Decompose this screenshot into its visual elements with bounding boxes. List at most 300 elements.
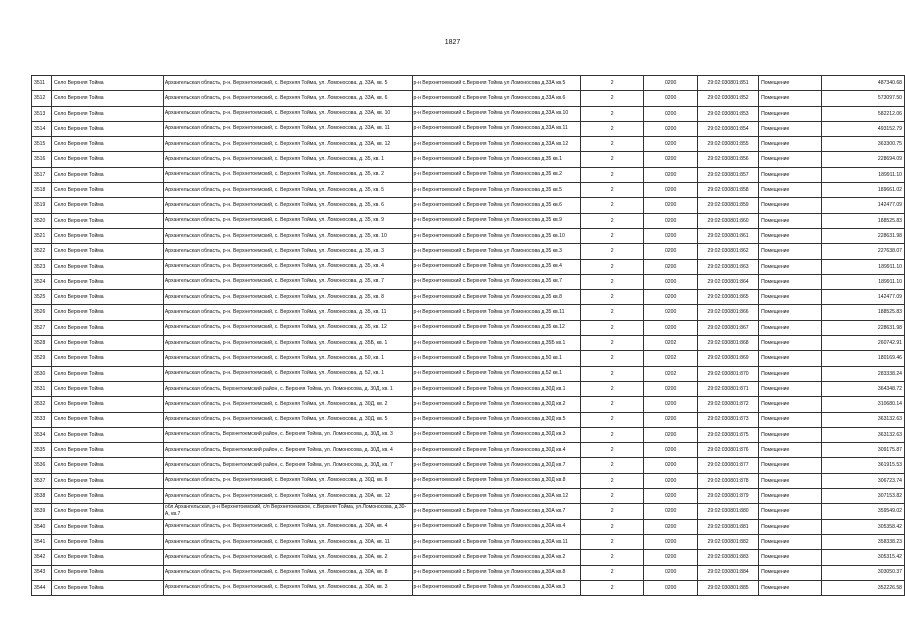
row-number-cell: 3521 — [32, 228, 52, 243]
category-code-cell: 0200 — [644, 106, 698, 121]
row-number-cell: 3534 — [32, 427, 52, 442]
cadastral-value-cell: 582212.06 — [822, 106, 905, 121]
object-type-cell: Помещение — [759, 259, 822, 274]
category-code-cell: 0200 — [644, 183, 698, 198]
settlement-name-cell: Село Верхняя Тойма — [51, 443, 163, 458]
table-row — [32, 167, 905, 182]
cadastral-number-cell: 29:02:030801:852 — [698, 91, 759, 106]
group-code-cell: 2 — [581, 397, 644, 412]
full-address-cell: Архангельская область, Верхнетоемский район, с. Верхняя Тойма, ул. Ломоносова, д. 30Д, кв. 4 — [163, 443, 412, 458]
category-code-cell: 0200 — [644, 198, 698, 213]
group-code-cell: 2 — [581, 274, 644, 289]
short-address-cell: р-н Верхнетоемский с.Верхняя Тойма ул Ломоносова д.35 кв.8 — [412, 290, 581, 305]
row-number-cell: 3519 — [32, 198, 52, 213]
page-number: 1827 — [444, 39, 461, 46]
object-type-cell: Помещение — [759, 397, 822, 412]
full-address-cell: Архангельская область, р-н. Верхнетоемский, с. Верхняя Тойма, ул. Ломоносова, д. 35, кв. 9 — [163, 213, 412, 228]
cadastral-value-cell: 305358.42 — [822, 519, 905, 534]
cadastral-number-cell: 29:02:030801:880 — [698, 504, 759, 519]
table-row — [32, 198, 905, 213]
table-row — [32, 473, 905, 488]
cadastral-number-cell: 29:02:030801:885 — [698, 580, 759, 595]
object-type-cell: Помещение — [759, 336, 822, 351]
table-row — [32, 91, 905, 106]
group-code-cell: 2 — [581, 320, 644, 335]
full-address-cell: Архангельская область, р-н. Верхнетоемский, с. Верхняя Тойма, ул. Ломоносова, д. 35, кв. 11 — [163, 305, 412, 320]
object-type-cell: Помещение — [759, 427, 822, 442]
settlement-name-cell: Село Верхняя Тойма — [51, 397, 163, 412]
table-row — [32, 412, 905, 427]
settlement-name-cell: Село Верхняя Тойма — [51, 198, 163, 213]
short-address-cell: р-н Верхнетоемский с.Верхняя Тойма ул Ломоносова д.35 кв.10 — [412, 228, 581, 243]
object-type-cell: Помещение — [759, 412, 822, 427]
row-number-cell: 3533 — [32, 412, 52, 427]
settlement-name-cell: Село Верхняя Тойма — [51, 167, 163, 182]
settlement-name-cell: Село Верхняя Тойма — [51, 213, 163, 228]
row-number-cell: 3522 — [32, 244, 52, 259]
cadastral-number-cell: 29:02:030801:872 — [698, 397, 759, 412]
group-code-cell: 2 — [581, 259, 644, 274]
short-address-cell: р-н Верхнетоемский с.Верхняя Тойма ул Ломоносова д.35Б кв.1 — [412, 336, 581, 351]
group-code-cell: 2 — [581, 137, 644, 152]
row-number-cell: 3528 — [32, 336, 52, 351]
group-code-cell: 2 — [581, 91, 644, 106]
category-code-cell: 0200 — [644, 519, 698, 534]
object-type-cell: Помещение — [759, 274, 822, 289]
category-code-cell: 0200 — [644, 137, 698, 152]
short-address-cell: р-н Верхнетоемский с.Верхняя Тойма ул Ломоносова д.30Д кв.3 — [412, 427, 581, 442]
table-row — [32, 580, 905, 595]
object-type-cell: Помещение — [759, 213, 822, 228]
row-number-cell: 3541 — [32, 534, 52, 549]
category-code-cell: 0200 — [644, 274, 698, 289]
settlement-name-cell: Село Верхняя Тойма — [51, 290, 163, 305]
settlement-name-cell: Село Верхняя Тойма — [51, 244, 163, 259]
object-type-cell: Помещение — [759, 106, 822, 121]
group-code-cell: 2 — [581, 351, 644, 366]
short-address-cell: р-н Верхнетоемский с.Верхняя Тойма ул Ломоносова д.35 кв.1 — [412, 152, 581, 167]
cadastral-value-cell: 309175.87 — [822, 443, 905, 458]
cadastral-number-cell: 29:02:030801:866 — [698, 305, 759, 320]
category-code-cell: 0200 — [644, 473, 698, 488]
row-number-cell: 3517 — [32, 167, 52, 182]
short-address-cell: р-н Верхнетоемский с.Верхняя Тойма ул Ломоносова д.35 кв.2 — [412, 167, 581, 182]
cadastral-number-cell: 29:02:030801:861 — [698, 228, 759, 243]
cadastral-number-cell: 29:02:030801:884 — [698, 565, 759, 580]
row-number-cell: 3523 — [32, 259, 52, 274]
cadastral-value-cell: 188525.83 — [822, 213, 905, 228]
settlement-name-cell: Село Верхняя Тойма — [51, 565, 163, 580]
group-code-cell: 2 — [581, 244, 644, 259]
row-number-cell: 3511 — [32, 76, 52, 91]
category-code-cell: 0200 — [644, 305, 698, 320]
category-code-cell: 0200 — [644, 152, 698, 167]
category-code-cell: 0200 — [644, 290, 698, 305]
short-address-cell: р-н Верхнетоемский с.Верхняя Тойма ул Ломоносова д.35 кв.9 — [412, 213, 581, 228]
object-type-cell: Помещение — [759, 504, 822, 519]
settlement-name-cell: Село Верхняя Тойма — [51, 320, 163, 335]
full-address-cell: Архангельская область, Верхнетоемский район, с. Верхняя Тойма, ул. Ломоносова, д. 30Д, кв. 3 — [163, 427, 412, 442]
full-address-cell: Архангельская область, р-н. Верхнетоемский, с. Верхняя Тойма, ул. Ломоносова, д. 35, кв. 1 — [163, 152, 412, 167]
settlement-name-cell: Село Верхняя Тойма — [51, 336, 163, 351]
cadastral-number-cell: 29:02:030801:879 — [698, 489, 759, 504]
short-address-cell: р-н Верхнетоемский с.Верхняя Тойма ул Ломоносова д.30А кв.2 — [412, 550, 581, 565]
cadastral-number-cell: 29:02:030801:883 — [698, 550, 759, 565]
cadastral-number-cell: 29:02:030801:860 — [698, 213, 759, 228]
full-address-cell: Архангельская область, р-н. Верхнетоемский, с. Верхняя Тойма, ул. Ломоносова, д. 35, кв. 2 — [163, 167, 412, 182]
category-code-cell: 0200 — [644, 565, 698, 580]
category-code-cell: 0202 — [644, 366, 698, 381]
category-code-cell: 0200 — [644, 458, 698, 473]
cadastral-value-cell: 363132.63 — [822, 412, 905, 427]
category-code-cell: 0200 — [644, 550, 698, 565]
cadastral-value-cell: 310680.14 — [822, 397, 905, 412]
object-type-cell: Помещение — [759, 519, 822, 534]
full-address-cell: Архангельская область, р-н. Верхнетоемский, с. Верхняя Тойма, ул. Ломоносова, д. 35, кв. 10 — [163, 228, 412, 243]
table-row — [32, 320, 905, 335]
cadastral-number-cell: 29:02:030801:863 — [698, 259, 759, 274]
category-code-cell: 0200 — [644, 167, 698, 182]
category-code-cell: 0200 — [644, 381, 698, 396]
row-number-cell: 3530 — [32, 366, 52, 381]
cadastral-value-cell: 493152.79 — [822, 121, 905, 136]
cadastral-value-cell: 189911.10 — [822, 167, 905, 182]
row-number-cell: 3540 — [32, 519, 52, 534]
table-row — [32, 550, 905, 565]
row-number-cell: 3539 — [32, 504, 52, 519]
full-address-cell: Архангельская область, р-н. Верхнетоемский, с. Верхняя Тойма, ул. Ломоносова, д. 30А, кв. 12 — [163, 489, 412, 504]
settlement-name-cell: Село Верхняя Тойма — [51, 106, 163, 121]
cadastral-number-cell: 29:02:030801:882 — [698, 534, 759, 549]
cadastral-value-cell: 487340.68 — [822, 76, 905, 91]
settlement-name-cell: Село Верхняя Тойма — [51, 580, 163, 595]
table-row — [32, 381, 905, 396]
object-type-cell: Помещение — [759, 76, 822, 91]
category-code-cell: 0200 — [644, 259, 698, 274]
cadastral-number-cell: 29:02:030801:853 — [698, 106, 759, 121]
table-row — [32, 565, 905, 580]
row-number-cell: 3542 — [32, 550, 52, 565]
full-address-cell: Архангельская область, р-н. Верхнетоемский, с. Верхняя Тойма, ул. Ломоносова, д. 30А, кв. 3 — [163, 580, 412, 595]
group-code-cell: 2 — [581, 228, 644, 243]
short-address-cell: р-н Верхнетоемский с.Верхняя Тойма ул Ломоносова д.35 кв.5 — [412, 183, 581, 198]
cadastral-number-cell: 29:02:030801:854 — [698, 121, 759, 136]
table-body — [32, 76, 905, 596]
cadastral-number-cell: 29:02:030801:873 — [698, 412, 759, 427]
settlement-name-cell: Село Верхняя Тойма — [51, 274, 163, 289]
short-address-cell: р-н Верхнетоемский с.Верхняя Тойма ул Ломоносова д.30А кв.3 — [412, 580, 581, 595]
object-type-cell: Помещение — [759, 366, 822, 381]
object-type-cell: Помещение — [759, 152, 822, 167]
settlement-name-cell: Село Верхняя Тойма — [51, 381, 163, 396]
cadastral-value-cell: 188525.83 — [822, 305, 905, 320]
table-row — [32, 489, 905, 504]
settlement-name-cell: Село Верхняя Тойма — [51, 412, 163, 427]
short-address-cell: р-н Верхнетоемский с.Верхняя Тойма ул Ломоносова д.35 кв.3 — [412, 244, 581, 259]
cadastral-value-cell: 306723.74 — [822, 473, 905, 488]
cadastral-value-cell: 142477.09 — [822, 290, 905, 305]
cadastral-number-cell: 29:02:030801:877 — [698, 458, 759, 473]
table-row — [32, 213, 905, 228]
group-code-cell: 2 — [581, 504, 644, 519]
short-address-cell: р-н Верхнетоемский с.Верхняя Тойма ул Ломоносова д.30А кв.12 — [412, 489, 581, 504]
group-code-cell: 2 — [581, 427, 644, 442]
cadastral-value-cell: 228631.98 — [822, 228, 905, 243]
cadastral-value-cell: 307153.82 — [822, 489, 905, 504]
group-code-cell: 2 — [581, 412, 644, 427]
table-row — [32, 106, 905, 121]
group-code-cell: 2 — [581, 458, 644, 473]
object-type-cell: Помещение — [759, 489, 822, 504]
object-type-cell: Помещение — [759, 320, 822, 335]
row-number-cell: 3543 — [32, 565, 52, 580]
cadastral-number-cell: 29:02:030801:855 — [698, 137, 759, 152]
full-address-cell: Архангельская область, р-н. Верхнетоемский, с. Верхняя Тойма, ул. Ломоносова, д. 30Д, кв. 8 — [163, 473, 412, 488]
full-address-cell: Архангельская область, р-н. Верхнетоемский, с. Верхняя Тойма, ул. Ломоносова, д. 33А, кв. 5 — [163, 76, 412, 91]
short-address-cell: р-н Верхнетоемский с.Верхняя Тойма ул Ломоносова д.35 кв.7 — [412, 274, 581, 289]
short-address-cell: р-н Верхнетоемский с.Верхняя Тойма ул Ломоносова д.30А кв.11 — [412, 534, 581, 549]
group-code-cell: 2 — [581, 443, 644, 458]
short-address-cell: р-н Верхнетоемский с.Верхняя Тойма ул Ломоносова д.35 кв.6 — [412, 198, 581, 213]
settlement-name-cell: Село Верхняя Тойма — [51, 427, 163, 442]
cadastral-value-cell: 303050.37 — [822, 565, 905, 580]
short-address-cell: р-н Верхнетоемский с.Верхняя Тойма ул Ломоносова д.35 кв.12 — [412, 320, 581, 335]
group-code-cell: 2 — [581, 183, 644, 198]
table-row — [32, 244, 905, 259]
object-type-cell: Помещение — [759, 198, 822, 213]
category-code-cell: 0200 — [644, 121, 698, 136]
settlement-name-cell: Село Верхняя Тойма — [51, 458, 163, 473]
cadastral-value-cell: 573097.50 — [822, 91, 905, 106]
short-address-cell: р-н Верхнетоемский с.Верхняя Тойма ул Ломоносова д.35 кв.4 — [412, 259, 581, 274]
cadastral-value-cell: 142477.09 — [822, 198, 905, 213]
object-type-cell: Помещение — [759, 351, 822, 366]
settlement-name-cell: Село Верхняя Тойма — [51, 183, 163, 198]
category-code-cell: 0200 — [644, 443, 698, 458]
row-number-cell: 3527 — [32, 320, 52, 335]
full-address-cell: Архангельская область, р-н. Верхнетоемский, с. Верхняя Тойма, ул. Ломоносова, д. 30А, кв. 8 — [163, 565, 412, 580]
cadastral-value-cell: 305315.42 — [822, 550, 905, 565]
category-code-cell: 0200 — [644, 534, 698, 549]
cadastral-value-cell: 180169.46 — [822, 351, 905, 366]
group-code-cell: 2 — [581, 106, 644, 121]
table-row — [32, 397, 905, 412]
short-address-cell: р-н Верхнетоемский с.Верхняя Тойма ул Ломоносова д.30А кв.4 — [412, 519, 581, 534]
group-code-cell: 2 — [581, 366, 644, 381]
full-address-cell: Архангельская область, р-н. Верхнетоемский, с. Верхняя Тойма, ул. Ломоносова, д. 35, кв. 6 — [163, 198, 412, 213]
cadastral-number-cell: 29:02:030801:862 — [698, 244, 759, 259]
group-code-cell: 2 — [581, 305, 644, 320]
short-address-cell: р-н Верхнетоемский с.Верхняя Тойма ул Ломоносова д.30Д кв.1 — [412, 381, 581, 396]
short-address-cell: р-н Верхнетоемский с.Верхняя Тойма ул Ломоносова д.30А кв.7 — [412, 504, 581, 519]
object-type-cell: Помещение — [759, 228, 822, 243]
cadastral-value-cell: 260742.91 — [822, 336, 905, 351]
settlement-name-cell: Село Верхняя Тойма — [51, 473, 163, 488]
cadastral-number-cell: 29:02:030801:876 — [698, 443, 759, 458]
short-address-cell: р-н Верхнетоемский с.Верхняя Тойма ул Ломоносова д.50 кв.1 — [412, 351, 581, 366]
table-row — [32, 519, 905, 534]
table-row — [32, 121, 905, 136]
object-type-cell: Помещение — [759, 565, 822, 580]
table-row — [32, 137, 905, 152]
table-row — [32, 427, 905, 442]
object-type-cell: Помещение — [759, 458, 822, 473]
category-code-cell: 0200 — [644, 76, 698, 91]
group-code-cell: 2 — [581, 381, 644, 396]
cadastral-number-cell: 29:02:030801:865 — [698, 290, 759, 305]
cadastral-value-cell: 227638.07 — [822, 244, 905, 259]
row-number-cell: 3524 — [32, 274, 52, 289]
object-type-cell: Помещение — [759, 381, 822, 396]
table-row — [32, 443, 905, 458]
row-number-cell: 3515 — [32, 137, 52, 152]
cadastral-value-cell: 364348.72 — [822, 381, 905, 396]
cadastral-number-cell: 29:02:030801:881 — [698, 519, 759, 534]
full-address-cell: Архангельская область, р-н. Верхнетоемский, с. Верхняя Тойма, ул. Ломоносова, д. 35, кв. 3 — [163, 244, 412, 259]
group-code-cell: 2 — [581, 489, 644, 504]
cadastral-value-cell: 228631.98 — [822, 320, 905, 335]
row-number-cell: 3518 — [32, 183, 52, 198]
category-code-cell: 0200 — [644, 580, 698, 595]
full-address-cell: Архангельская область, р-н. Верхнетоемский, с. Верхняя Тойма, ул. Ломоносова, д. 30Д, кв. 2 — [163, 397, 412, 412]
settlement-name-cell: Село Верхняя Тойма — [51, 91, 163, 106]
object-type-cell: Помещение — [759, 167, 822, 182]
row-number-cell: 3531 — [32, 381, 52, 396]
short-address-cell: р-н Верхнетоемский с.Верхняя Тойма ул Ломоносова д.33А кв.11 — [412, 121, 581, 136]
short-address-cell: р-н Верхнетоемский с.Верхняя Тойма ул Ломоносова д.30Д кв.8 — [412, 473, 581, 488]
group-code-cell: 2 — [581, 198, 644, 213]
cadastral-number-cell: 29:02:030801:856 — [698, 152, 759, 167]
settlement-name-cell: Село Верхняя Тойма — [51, 152, 163, 167]
object-type-cell: Помещение — [759, 305, 822, 320]
cadastral-number-cell: 29:02:030801:869 — [698, 351, 759, 366]
settlement-name-cell: Село Верхняя Тойма — [51, 137, 163, 152]
cadastral-number-cell: 29:02:030801:868 — [698, 336, 759, 351]
object-type-cell: Помещение — [759, 91, 822, 106]
cadastral-number-cell: 29:02:030801:875 — [698, 427, 759, 442]
cadastral-number-cell: 29:02:030801:871 — [698, 381, 759, 396]
settlement-name-cell: Село Верхняя Тойма — [51, 504, 163, 519]
table-row — [32, 305, 905, 320]
group-code-cell: 2 — [581, 519, 644, 534]
cadastral-number-cell: 29:02:030801:870 — [698, 366, 759, 381]
object-type-cell: Помещение — [759, 290, 822, 305]
category-code-cell: 0200 — [644, 213, 698, 228]
cadastral-number-cell: 29:02:030801:867 — [698, 320, 759, 335]
category-code-cell: 0200 — [644, 489, 698, 504]
category-code-cell: 0200 — [644, 397, 698, 412]
settlement-name-cell: Село Верхняя Тойма — [51, 351, 163, 366]
row-number-cell: 3536 — [32, 458, 52, 473]
object-type-cell: Помещение — [759, 137, 822, 152]
table-row — [32, 336, 905, 351]
row-number-cell: 3535 — [32, 443, 52, 458]
cadastral-number-cell: 29:02:030801:878 — [698, 473, 759, 488]
object-type-cell: Помещение — [759, 534, 822, 549]
cadastral-value-cell: 359549.02 — [822, 504, 905, 519]
row-number-cell: 3520 — [32, 213, 52, 228]
short-address-cell: р-н Верхнетоемский с.Верхняя Тойма ул Ломоносова д.35 кв.11 — [412, 305, 581, 320]
short-address-cell: р-н Верхнетоемский с.Верхняя Тойма ул Ломоносова д.33А кв.10 — [412, 106, 581, 121]
short-address-cell: р-н Верхнетоемский с.Верхняя Тойма ул Ломоносова д.30А кв.8 — [412, 565, 581, 580]
group-code-cell: 2 — [581, 473, 644, 488]
short-address-cell: р-н Верхнетоемский с.Верхняя Тойма ул Ломоносова д.30Д кв.5 — [412, 412, 581, 427]
full-address-cell: Архангельская область, р-н. Верхнетоемский, с. Верхняя Тойма, ул. Ломоносова, д. 33А, кв. 6 — [163, 91, 412, 106]
category-code-cell: 0200 — [644, 320, 698, 335]
full-address-cell: Архангельская область, р-н. Верхнетоемский, с. Верхняя Тойма, ул. Ломоносова, д. 52, кв. 1 — [163, 366, 412, 381]
category-code-cell: 0200 — [644, 91, 698, 106]
table-row — [32, 274, 905, 289]
cadastral-value-cell: 228694.09 — [822, 152, 905, 167]
full-address-cell: Архангельская область, р-н. Верхнетоемский, с. Верхняя Тойма, ул. Ломоносова, д. 35, кв. 4 — [163, 259, 412, 274]
settlement-name-cell: Село Верхняя Тойма — [51, 76, 163, 91]
row-number-cell: 3532 — [32, 397, 52, 412]
category-code-cell: 0200 — [644, 244, 698, 259]
category-code-cell: 0200 — [644, 427, 698, 442]
category-code-cell: 0202 — [644, 336, 698, 351]
row-number-cell: 3512 — [32, 91, 52, 106]
settlement-name-cell: Село Верхняя Тойма — [51, 534, 163, 549]
cadastral-number-cell: 29:02:030801:851 — [698, 76, 759, 91]
cadastral-value-cell: 363132.63 — [822, 427, 905, 442]
full-address-cell: Архангельская область, р-н. Верхнетоемский, с. Верхняя Тойма, ул. Ломоносова, д. 30Д, кв. 5 — [163, 412, 412, 427]
full-address-cell: Архангельская область, р-н. Верхнетоемский, с. Верхняя Тойма, ул. Ломоносова, д. 35, кв. 12 — [163, 320, 412, 335]
group-code-cell: 2 — [581, 213, 644, 228]
row-number-cell: 3537 — [32, 473, 52, 488]
table-row — [32, 366, 905, 381]
row-number-cell: 3513 — [32, 106, 52, 121]
cadastral-value-cell: 189911.10 — [822, 274, 905, 289]
category-code-cell: 0200 — [644, 412, 698, 427]
object-type-cell: Помещение — [759, 473, 822, 488]
full-address-cell: Архангельская область, р-н. Верхнетоемский, с. Верхняя Тойма, ул. Ломоносова, д. 30А, кв. 11 — [163, 534, 412, 549]
object-type-cell: Помещение — [759, 580, 822, 595]
settlement-name-cell: Село Верхняя Тойма — [51, 366, 163, 381]
object-type-cell: Помещение — [759, 183, 822, 198]
table-row — [32, 351, 905, 366]
row-number-cell: 3538 — [32, 489, 52, 504]
full-address-cell: Архангельская область, р-н. Верхнетоемский, с. Верхняя Тойма, ул. Ломоносова, д. 35Б, кв. 1 — [163, 336, 412, 351]
row-number-cell: 3526 — [32, 305, 52, 320]
row-number-cell: 3525 — [32, 290, 52, 305]
group-code-cell: 2 — [581, 534, 644, 549]
short-address-cell: р-н Верхнетоемский с.Верхняя Тойма ул Ломоносова д.30Д кв.7 — [412, 458, 581, 473]
cadastral-value-cell: 352226.58 — [822, 580, 905, 595]
object-type-cell: Помещение — [759, 244, 822, 259]
settlement-name-cell: Село Верхняя Тойма — [51, 519, 163, 534]
cadastral-value-cell: 363300.75 — [822, 137, 905, 152]
table-row — [32, 504, 905, 519]
full-address-cell: Архангельская область, р-н. Верхнетоемский, с. Верхняя Тойма, ул. Ломоносова, д. 30А, кв. 2 — [163, 550, 412, 565]
object-type-cell: Помещение — [759, 550, 822, 565]
category-code-cell: 0200 — [644, 504, 698, 519]
group-code-cell: 2 — [581, 76, 644, 91]
table-row — [32, 290, 905, 305]
settlement-name-cell: Село Верхняя Тойма — [51, 550, 163, 565]
settlement-name-cell: Село Верхняя Тойма — [51, 489, 163, 504]
row-number-cell: 3514 — [32, 121, 52, 136]
group-code-cell: 2 — [581, 152, 644, 167]
group-code-cell: 2 — [581, 336, 644, 351]
group-code-cell: 2 — [581, 121, 644, 136]
table-row — [32, 458, 905, 473]
table-row — [32, 228, 905, 243]
table-row — [32, 183, 905, 198]
full-address-cell: Архангельская область, р-н. Верхнетоемский, с. Верхняя Тойма, ул. Ломоносова, д. 33А, кв. 11 — [163, 121, 412, 136]
table-row — [32, 76, 905, 91]
short-address-cell: р-н Верхнетоемский с.Верхняя Тойма ул Ломоносова д.33А кв.5 — [412, 76, 581, 91]
property-register-table — [31, 75, 905, 596]
